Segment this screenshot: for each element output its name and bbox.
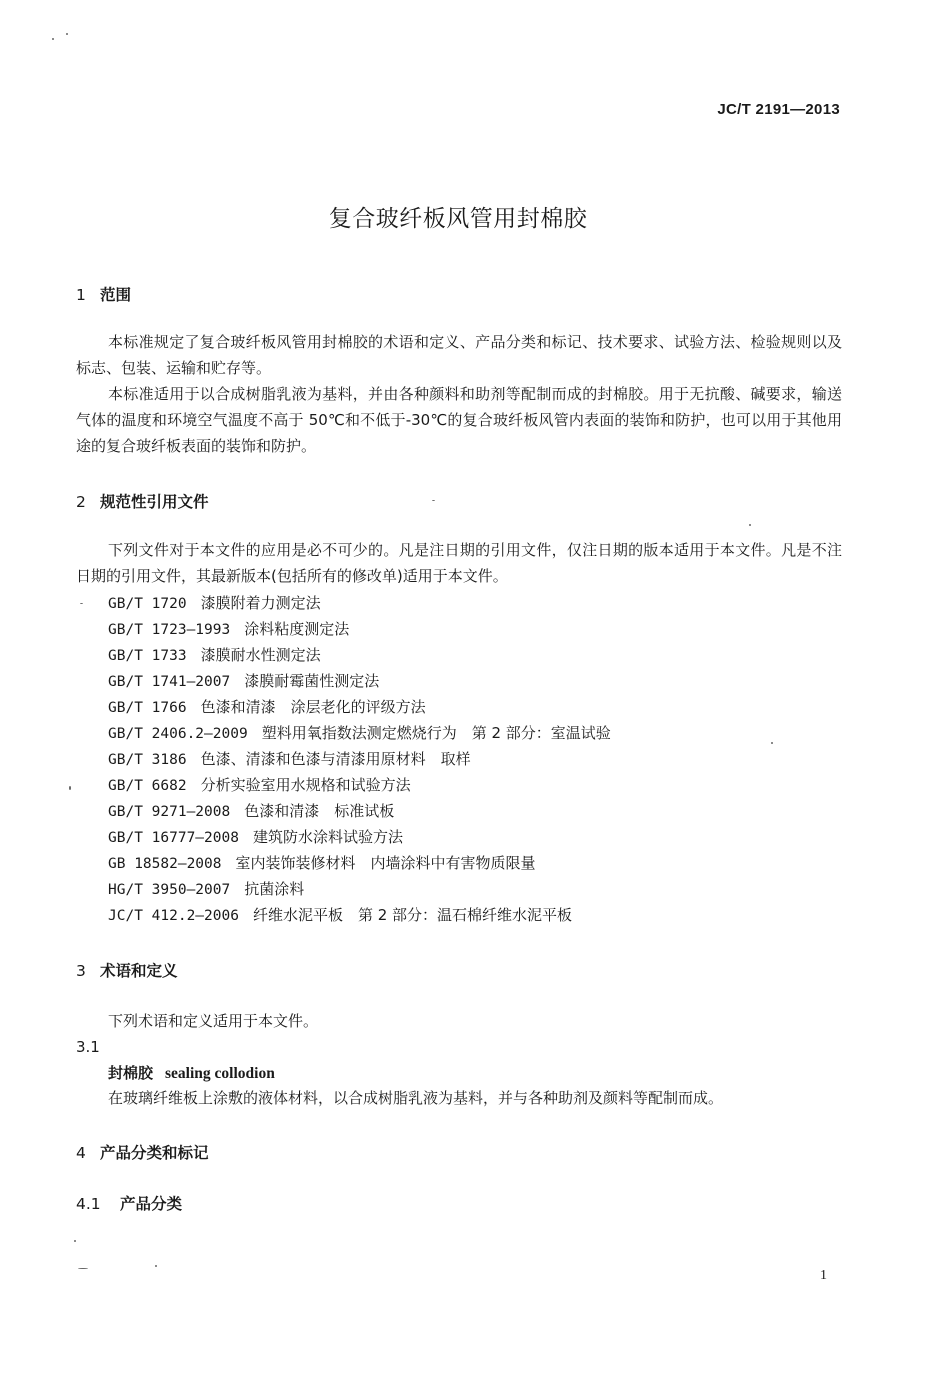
reference-code: GB/T 16777—2008 (108, 830, 239, 846)
section-1-heading (76, 283, 131, 305)
section-number: 2 (76, 493, 86, 511)
subsection-4-1-heading (76, 1192, 182, 1214)
reference-item (108, 850, 611, 876)
term-entry (108, 1060, 275, 1087)
term-english: sealing collodion (165, 1065, 275, 1082)
reference-title: 色漆和清漆 标准试板 (244, 802, 395, 820)
reference-title: 涂料粘度测定法 (244, 620, 350, 638)
reference-title: 塑料用氧指数法测定燃烧行为 第 2 部分：室温试验 (261, 724, 611, 742)
reference-item (108, 694, 611, 720)
terms-intro: 下列术语和定义适用于本文件。 (108, 1012, 319, 1030)
reference-title: 漆膜耐水性测定法 (200, 646, 321, 664)
reference-title: 色漆、清漆和色漆与清漆用原材料 取样 (200, 750, 471, 768)
subsection-title: 产品分类 (120, 1195, 183, 1213)
scan-speck (432, 500, 435, 501)
reference-item (108, 616, 611, 642)
scan-speck (80, 603, 83, 604)
section-3-heading (76, 959, 178, 981)
reference-code: GB/T 3186 (108, 752, 187, 768)
reference-item (108, 668, 611, 694)
section-2-heading (76, 490, 209, 512)
reference-code: GB/T 1733 (108, 648, 187, 664)
term-chinese: 封棉胶 (108, 1064, 154, 1082)
scan-speck (78, 1268, 88, 1269)
reference-item (108, 772, 611, 798)
reference-item (108, 876, 611, 902)
reference-code: GB/T 2406.2—2009 (108, 726, 248, 742)
section-number: 4 (76, 1144, 86, 1162)
reference-title: 室内装饰装修材料 内墙涂料中有害物质限量 (235, 854, 536, 872)
scope-paragraph-2: 本标准适用于以合成树脂乳液为基料，并由各种颜料和助剂等配制而成的封棉胶。用于无抗酸、碱要求，输送气体的温度和环境空气温度不高于 50℃和不低于-30℃的复合玻纤板风管内表面的装饰和防护，也可以用于其他用途的复合玻纤板表面的装饰和防护。 (76, 385, 842, 455)
reference-title: 分析实验室用水规格和试验方法 (200, 776, 411, 794)
reference-code: GB 18582—2008 (108, 856, 222, 872)
scan-speck (66, 33, 68, 35)
page-number: 1 (820, 1268, 827, 1283)
reference-title: 建筑防水涂料试验方法 (252, 828, 403, 846)
reference-item (108, 824, 611, 850)
section-title: 术语和定义 (100, 962, 178, 980)
normative-references-list (108, 590, 611, 928)
scan-speck (155, 1265, 157, 1267)
term-number: 3.1 (76, 1038, 100, 1056)
section-title: 规范性引用文件 (100, 493, 209, 511)
reference-title: 漆膜附着力测定法 (200, 594, 321, 612)
reference-code: GB/T 1723—1993 (108, 622, 231, 638)
reference-title: 色漆和清漆 涂层老化的评级方法 (200, 698, 426, 716)
reference-item (108, 590, 611, 616)
standard-code: JC/T 2191—2013 (717, 101, 840, 118)
references-intro: 下列文件对于本文件的应用是必不可少的。凡是注日期的引用文件，仅注日期的版本适用于本文件。凡是不注日期的引用文件，其最新版本(包括所有的修改单)适用于本文件。 (76, 541, 842, 585)
scan-speck (52, 38, 54, 40)
subsection-number: 4.1 (76, 1195, 101, 1213)
scan-speck (771, 742, 773, 744)
reference-item (108, 642, 611, 668)
reference-code: JC/T 412.2—2006 (108, 908, 239, 924)
reference-title: 纤维水泥平板 第 2 部分：温石棉纤维水泥平板 (252, 906, 573, 924)
section-number: 3 (76, 962, 86, 980)
scan-speck (749, 524, 751, 526)
section-4-heading (76, 1141, 209, 1163)
reference-code: GB/T 1741—2007 (108, 674, 231, 690)
scan-speck (74, 1240, 76, 1242)
reference-title: 漆膜耐霉菌性测定法 (244, 672, 380, 690)
scan-speck (69, 786, 71, 790)
reference-item (108, 902, 611, 928)
reference-item (108, 720, 611, 746)
reference-code: GB/T 6682 (108, 778, 187, 794)
reference-item (108, 746, 611, 772)
reference-code: HG/T 3950—2007 (108, 882, 231, 898)
reference-code: GB/T 9271—2008 (108, 804, 231, 820)
section-title: 产品分类和标记 (100, 1144, 209, 1162)
section-title: 范围 (100, 286, 132, 304)
reference-item (108, 798, 611, 824)
reference-code: GB/T 1720 (108, 596, 187, 612)
document-title: 复合玻纤板风管用封棉胶 (328, 206, 588, 232)
scope-paragraph-1: 本标准规定了复合玻纤板风管用封棉胶的术语和定义、产品分类和标记、技术要求、试验方法、检验规则以及标志、包装、运输和贮存等。 (76, 333, 842, 377)
reference-code: GB/T 1766 (108, 700, 187, 716)
section-number: 1 (76, 286, 86, 304)
reference-title: 抗菌涂料 (244, 880, 305, 898)
term-definition: 在玻璃纤维板上涂敷的液体材料，以合成树脂乳液为基料，并与各种助剂及颜料等配制而成。 (108, 1089, 724, 1107)
